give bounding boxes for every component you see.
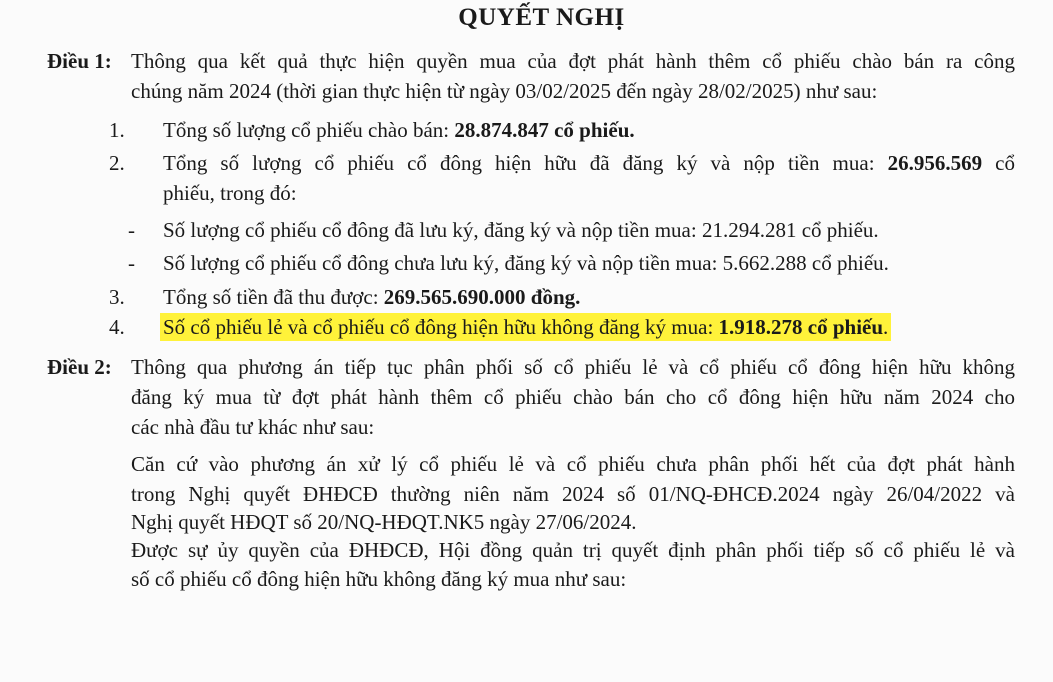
- list-item-value: 1.918.278 cổ phiếu: [718, 315, 884, 339]
- list-item-value: 26.956.569: [887, 151, 983, 175]
- paragraph-line: Nghị quyết HĐQT số 20/NQ-HĐQT.NK5 ngày 27/06/2024.: [131, 510, 637, 534]
- list-item-text: Số cổ phiếu lẻ và cổ phiếu cổ đông hiện hữu không đăng ký mua:: [163, 315, 719, 339]
- list-item-bullet: -: [128, 251, 135, 275]
- list-item: [163, 282, 580, 312]
- list-item-text: Tổng số tiền đã thu được:: [163, 285, 384, 309]
- list-item-text: Tổng số lượng cổ phiếu cổ đông hiện hữu đã đăng ký và nộp tiền mua:: [163, 151, 888, 175]
- list-item: [163, 115, 635, 145]
- article-2-intro-line2: đăng ký mua từ đợt phát hành thêm cổ phiếu chào bán cho cổ đông hiện hữu năm 2024 cho: [131, 385, 1015, 409]
- list-item-tail: .: [883, 315, 889, 339]
- article-1-intro-line1: Thông qua kết quả thực hiện quyền mua của đợt phát hành thêm cổ phiếu chào bán ra công: [131, 49, 1015, 73]
- list-item-number: 3.: [109, 285, 125, 309]
- list-item-tail: cổ: [982, 151, 1015, 175]
- paragraph-line: Căn cứ vào phương án xử lý cổ phiếu lẻ và cổ phiếu chưa phân phối hết của đợt phát hành: [131, 452, 1015, 476]
- list-item-text: Số lượng cổ phiếu cổ đông đã lưu ký, đăng ký và nộp tiền mua: 21.294.281 cổ phiếu.: [163, 218, 879, 242]
- list-item-bullet: -: [128, 218, 135, 242]
- list-item-number: 4.: [109, 315, 125, 339]
- article-1-label: Điều 1:: [47, 49, 112, 73]
- list-item-continuation: phiếu, trong đó:: [163, 181, 297, 205]
- list-item-value: 28.874.847 cổ phiếu.: [454, 118, 635, 142]
- highlight-mark: [160, 313, 891, 341]
- list-item: [163, 148, 1015, 178]
- article-1-intro-line2: chúng năm 2024 (thời gian thực hiện từ ngày 03/02/2025 đến ngày 28/02/2025) như sau:: [131, 79, 878, 103]
- paragraph-line: trong Nghị quyết ĐHĐCĐ thường niên năm 2024 số 01/NQ-ĐHCĐ.2024 ngày 26/04/2022 và: [131, 482, 1015, 506]
- page-title: QUYẾT NGHỊ: [458, 4, 625, 31]
- list-item-value: 269.565.690.000 đồng.: [383, 285, 581, 309]
- paragraph-line: Được sự ủy quyền của ĐHĐCĐ, Hội đồng quản trị quyết định phân phối tiếp số cổ phiếu lẻ và: [131, 538, 1015, 562]
- list-item-text: Số lượng cổ phiếu cổ đông chưa lưu ký, đăng ký và nộp tiền mua: 5.662.288 cổ phiếu.: [163, 251, 889, 275]
- article-2-intro-line3: các nhà đầu tư khác như sau:: [131, 415, 375, 439]
- list-item-highlighted: [160, 312, 891, 342]
- article-2-intro-line1: Thông qua phương án tiếp tục phân phối số cổ phiếu lẻ và cổ phiếu cổ đông hiện hữu không: [131, 355, 1015, 379]
- paragraph-line: số cổ phiếu cổ đông hiện hữu không đăng ký mua như sau:: [131, 567, 627, 591]
- list-item-number: 2.: [109, 151, 125, 175]
- list-item-text: Tổng số lượng cổ phiếu chào bán:: [163, 118, 455, 142]
- list-item-number: 1.: [109, 118, 125, 142]
- article-2-label: Điều 2:: [47, 355, 112, 379]
